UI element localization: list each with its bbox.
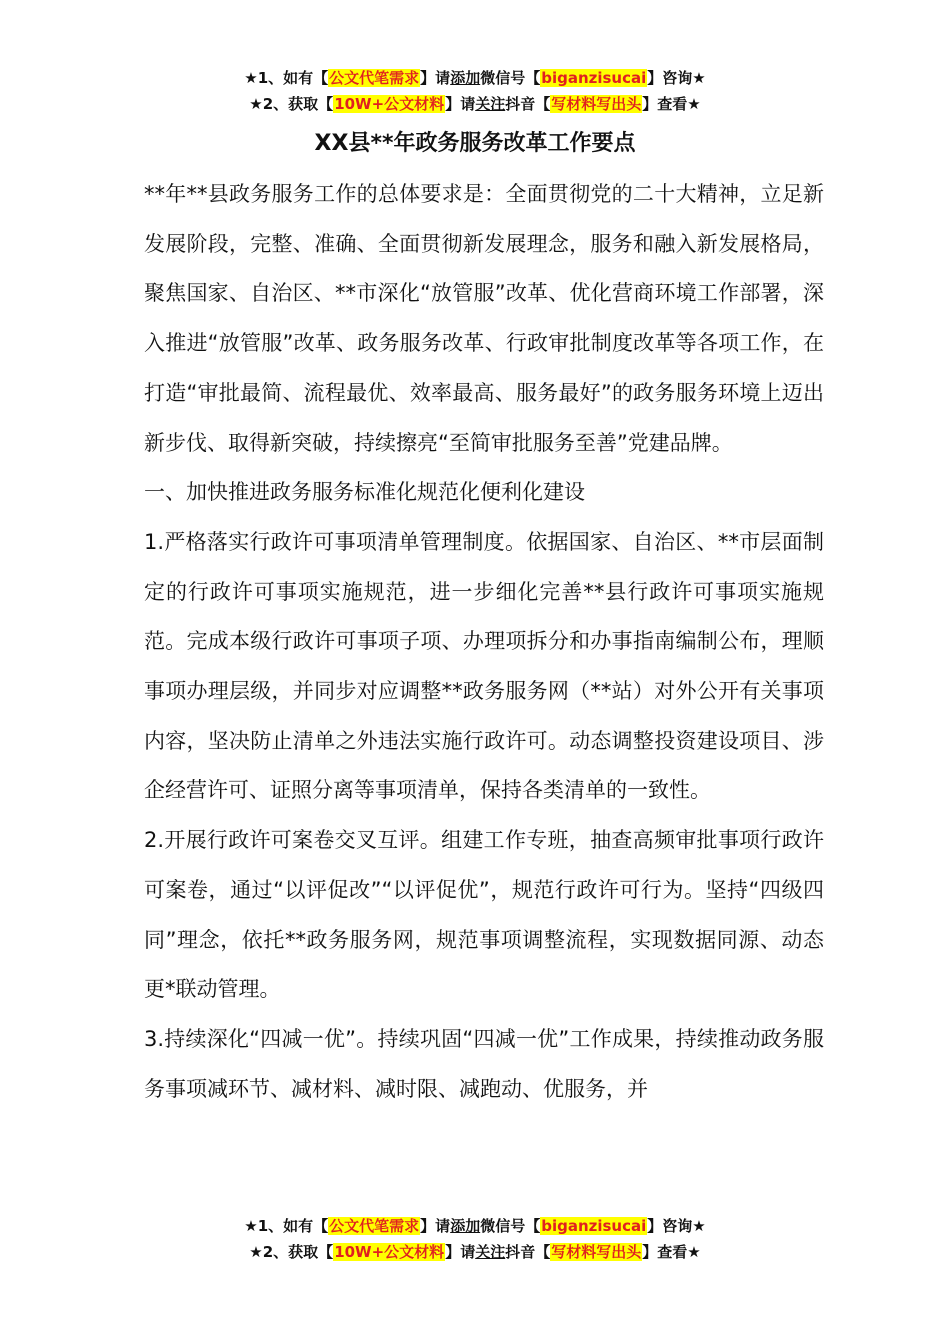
item-paragraph: 3.持续深化“四减一优”。持续巩固“四减一优”工作成果，持续推动政务服务事项减环节、减材料、减时限、减跑动、优服务，并	[144, 1026, 824, 1101]
header-notice	[0, 66, 950, 118]
notice-text: 】请	[445, 1243, 476, 1261]
underlined-text: 关注	[475, 1243, 506, 1261]
item-paragraph: 1.严格落实行政许可事项清单管理制度。依据国家、自治区、**市层面制定的行政许可事项实施规范，进一步细化完善**县行政许可事项实施规范。完成本级行政许可事项子项、办理项拆分和办事指南编制公布，理顺事项办理层级，并同步对应调整**政务服务网（**站）对外公开有关事项内容，坚决防止清单之外违法实施行政许可。动态调整投资建设项目、涉企经营许可、证照分离等事项清单，保持各类清单的一致性。	[144, 529, 824, 803]
highlight-text: 公文代笔需求	[329, 1217, 420, 1235]
highlight-text: 10W+公文材料	[334, 95, 445, 113]
notice-text: ★2、获取【	[249, 95, 334, 113]
notice-text: 】咨询★	[647, 1217, 706, 1235]
document-body	[144, 170, 824, 1114]
notice-text: 】请	[445, 95, 476, 113]
notice-text: 】请	[420, 69, 451, 87]
notice-text: ★1、如有【	[244, 69, 329, 87]
notice-line-2	[0, 1240, 950, 1266]
intro-paragraph: **年**县政务服务工作的总体要求是：全面贯彻党的二十大精神，立足新发展阶段，完整、准确、全面贯彻新发展理念，服务和融入新发展格局，聚焦国家、自治区、**市深化“放管服”改革、优化营商环境工作部署，深入推进“放管服”改革、政务服务改革、行政审批制度改革等各项工作，在打造“审批最简、流程最优、效率最高、服务最好”的政务服务环境上迈出新步伐、取得新突破，持续擦亮“至简审批服务至善”党建品牌。	[144, 182, 824, 455]
document-title: XX县**年政务服务改革工作要点	[314, 131, 636, 156]
underlined-text: 添加	[450, 69, 481, 87]
highlight-text: 公文代笔需求	[329, 69, 420, 87]
wechat-id: biganzisucai	[541, 1217, 647, 1235]
highlight-text: 10W+公文材料	[334, 1243, 445, 1261]
notice-text: 】查看★	[642, 1243, 701, 1261]
underlined-text: 关注	[475, 95, 506, 113]
underlined-text: 添加	[450, 1217, 481, 1235]
notice-text: ★2、获取【	[249, 1243, 334, 1261]
footer-notice	[0, 1214, 950, 1266]
notice-text: 】查看★	[642, 95, 701, 113]
notice-line-2	[0, 92, 950, 118]
notice-text: 抖音【	[505, 1243, 551, 1261]
notice-text: 微信号【	[480, 69, 541, 87]
notice-text: 微信号【	[480, 1217, 541, 1235]
notice-line-1	[0, 1214, 950, 1240]
douyin-account: 写材料写出头	[551, 1243, 642, 1261]
wechat-id: biganzisucai	[541, 69, 647, 87]
notice-text: 】请	[420, 1217, 451, 1235]
item-paragraph: 2.开展行政许可案卷交叉互评。组建工作专班，抽查高频审批事项行政许可案卷，通过“以评促改”“以评促优”，规范行政许可行为。坚持“四级四同”理念，依托**政务服务网，规范事项调整流程，实现数据同源、动态更*联动管理。	[144, 828, 824, 1002]
notice-text: 抖音【	[505, 95, 551, 113]
notice-line-1	[0, 66, 950, 92]
notice-text: 】咨询★	[647, 69, 706, 87]
section-heading: 一、加快推进政务服务标准化规范化便利化建设	[144, 480, 585, 505]
douyin-account: 写材料写出头	[551, 95, 642, 113]
notice-text: ★1、如有【	[244, 1217, 329, 1235]
